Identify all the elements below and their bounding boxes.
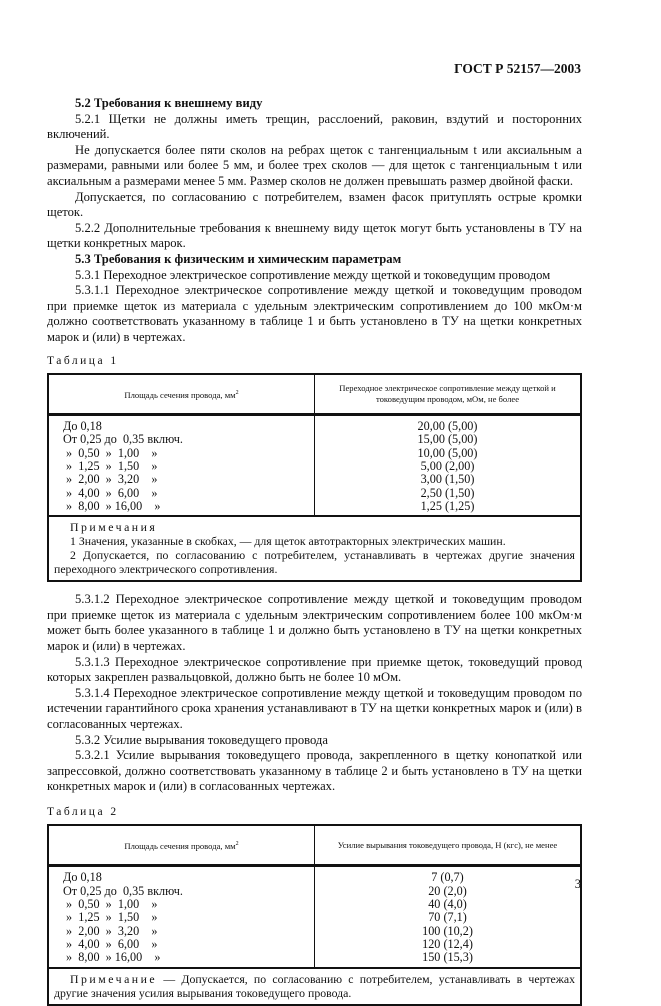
table1-label: Таблица 1 [47, 354, 119, 367]
document-id-header: ГОСТ Р 52157—2003 [454, 61, 581, 76]
para-5-3-2-1: 5.3.2.1 Усилие вырывания токоведущего провода, закрепленного в щетку конопаткой или запрессовкой, должно соответствовать указанному в таблице 2 и быть установлено в ТУ на щетки конкретных марок и (или) в согласованных чертежах. [47, 748, 582, 794]
table-cell: 150 (15,3) [422, 950, 473, 965]
table-cell: 2,50 (1,50) [420, 485, 475, 500]
table1-notes-title: Примечания [70, 520, 158, 535]
table-cell: 70 (7,1) [428, 910, 467, 925]
table-cell: 20,00 (5,00) [417, 419, 478, 434]
table-cell: 10,00 (5,00) [417, 445, 478, 460]
table-cell: » 2,00 » 3,20 » [63, 923, 158, 938]
para-5-2-2: 5.2.2 Дополнительные требования к внешнему виду щеток могут быть установлены в ТУ на щетки конкретных марок. [47, 220, 582, 251]
table1-note-1: 1 Значения, указанные в скобках, — для щеток автотракторных электрических машин. [70, 534, 506, 549]
section-5-3-title: 5.3 Требования к физическим и химическим параметрам [75, 251, 402, 266]
table-2 [47, 824, 582, 1005]
table-cell: 3,00 (1,50) [420, 472, 475, 487]
table-cell: До 0,18 [63, 870, 102, 885]
para-5-2-1-b: Не допускается более пяти сколов на ребрах щеток с тангенциальным t или аксиальным a размерами, равными или более 5 мм, и более трех сколов — для щеток с тангенциальным t или аксиальным a размерами менее 5 мм. Размер сколов не должен превышать размер двойной фаски. [47, 142, 582, 188]
para-5-3-1-3: 5.3.1.3 Переходное электрическое сопротивление при приемке щеток, токоведущий провод которых закреплен развальцовкой, должно быть не более 10 мОм. [47, 654, 582, 685]
table1-note-2: 2 Допускается, по согласованию с потребителем, устанавливать в чертежах другие значения переходного электрического сопротивления. [54, 548, 575, 577]
table2-note-title: Примечание [70, 971, 158, 986]
para-5-3-1-4: 5.3.1.4 Переходное электрическое сопротивление между щеткой и токоведущим проводом по истечении гарантийного срока хранения устанавливают в ТУ на щетки конкретных марок и (или) в согласованных чертежах. [47, 685, 582, 731]
table-cell: 40 (4,0) [428, 897, 467, 912]
table1-value-column [315, 415, 582, 517]
para-5-3-2: 5.3.2 Усилие вырывания токоведущего провода [75, 732, 328, 747]
para-5-2-1-c: Допускается, по согласованию с потребителем, взамен фасок притуплять острые кромки щеток. [47, 189, 582, 220]
para-5-3-1-2: 5.3.1.2 Переходное электрическое сопротивление между щеткой и токоведущим проводом при приемке щеток из материала с удельным электрическим сопротивлением более 100 мкОм·м может быть более указанного в таблице 1 и должно быть установлено в ТУ на щетки конкретных марок и (или) в чертежах. [47, 592, 582, 653]
table-1 [47, 373, 582, 582]
table2-col2-header: Усилие вырывания токоведущего провода, Н (кгс), не менее [315, 825, 582, 866]
section-5-2-title: 5.2 Требования к внешнему виду [75, 96, 263, 110]
table-cell: 120 (12,4) [422, 936, 473, 951]
table-cell: » 2,00 » 3,20 » [63, 472, 158, 487]
para-5-3-1-1: 5.3.1.1 Переходное электрическое сопротивление между щеткой и токоведущим проводом при приемке щеток из материала с удельным электрическим сопротивлением до 100 мкОм·м должно соответствовать указанному в таблице 1 и быть установлено в ТУ на щетки конкретных марок и (или) в чертежах. [47, 283, 582, 344]
table1-notes [48, 516, 581, 581]
table-cell: » 4,00 » 6,00 » [63, 485, 158, 500]
table2-area-column [48, 866, 315, 968]
table-cell: От 0,25 до 0,35 включ. [63, 883, 183, 898]
page-number: 3 [574, 877, 581, 891]
table-cell: От 0,25 до 0,35 включ. [63, 432, 183, 447]
table2-col1-header: Площадь сечения провода, $мм^2$ [48, 825, 315, 866]
table-cell: » 0,50 » 1,00 » [63, 897, 158, 912]
para-5-3-1: 5.3.1 Переходное электрическое сопротивление между щеткой и токоведущим проводом [75, 267, 551, 282]
table-cell: 15,00 (5,00) [417, 432, 478, 447]
table-cell: 1,25 (1,25) [420, 498, 475, 513]
table-cell: До 0,18 [63, 419, 102, 434]
table-cell: » 8,00 » 16,00 » [63, 950, 161, 965]
table2-body [48, 866, 581, 968]
table-cell: 100 (10,2) [422, 923, 473, 938]
table-cell: » 4,00 » 6,00 » [63, 936, 158, 951]
table-cell: » 8,00 » 16,00 » [63, 498, 161, 513]
para-5-2-1: 5.2.1 Щетки не должны иметь трещин, расслоений, раковин, вздутий и посторонних включений. [47, 111, 582, 142]
table1-body [48, 415, 581, 517]
table2-note-text: — Допускается, по согласованию с потребителем, устанавливать в чертежах другие значения усилия вырывания токоведущего провода. [54, 971, 575, 1000]
table2-note [48, 968, 581, 1005]
page-content [47, 96, 582, 1006]
table1-col2-header: Переходное электрическое сопротивление между щеткой и токоведущим проводом, мОм, не более [315, 374, 582, 415]
table-cell: 5,00 (2,00) [420, 458, 475, 473]
table-cell: » 1,25 » 1,50 » [63, 458, 158, 473]
table1-area-column [48, 415, 315, 517]
table2-label: Таблица 2 [47, 805, 119, 818]
table-cell: 20 (2,0) [428, 883, 467, 898]
table-cell: 7 (0,7) [431, 870, 464, 885]
table1-col1-header: Площадь сечения провода, $мм^2$ [48, 374, 315, 415]
table-cell: » 0,50 » 1,00 » [63, 445, 158, 460]
table-cell: » 1,25 » 1,50 » [63, 910, 158, 925]
table2-value-column [315, 866, 582, 968]
